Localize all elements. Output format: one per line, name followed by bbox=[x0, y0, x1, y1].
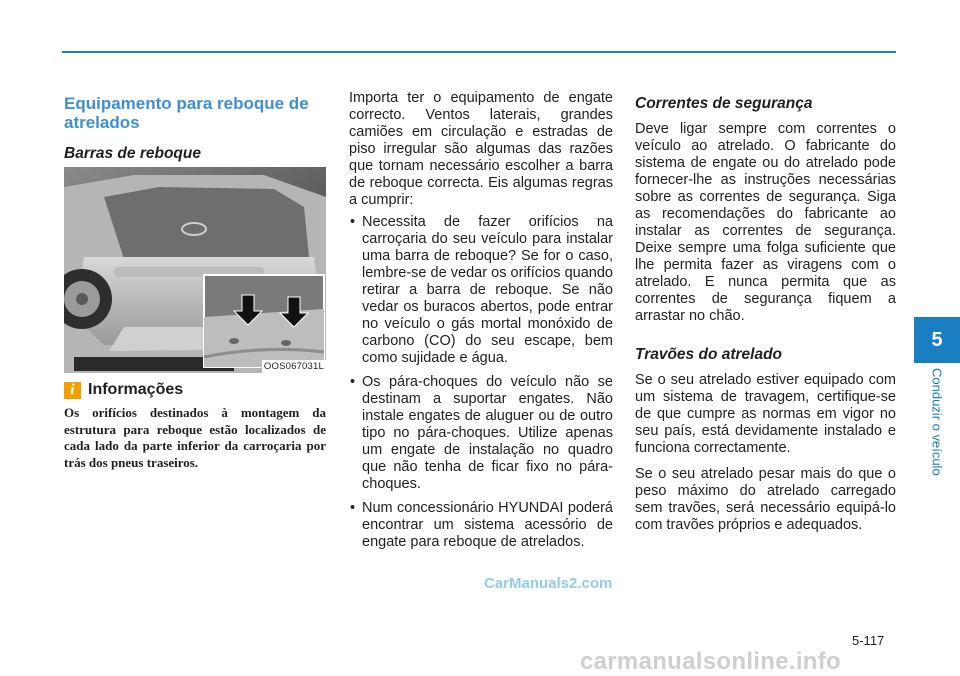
chapter-tab: 5 bbox=[914, 317, 960, 363]
info-text: Os orifícios destinados à montagem da estrutura para reboque estão localizados de cada lado da parte inferior da carroçaria por trás dos pneus traseiros. bbox=[64, 405, 326, 470]
watermark-carmanuals2: CarManuals2.com bbox=[484, 575, 613, 592]
watermark-carmanualsonline: carmanualsonline.info bbox=[580, 648, 842, 675]
towbar-figure bbox=[64, 167, 326, 373]
page-number: 5-117 bbox=[852, 633, 885, 648]
left-column bbox=[64, 90, 326, 471]
section-title: Equipamento para reboque de atrelados bbox=[64, 94, 309, 132]
safety-chains-title: Correntes de segurança bbox=[635, 95, 813, 112]
car-rear-illustration bbox=[64, 167, 326, 373]
chapter-label: Conduzir o veículo bbox=[929, 368, 945, 476]
list-item: • Necessita de fazer orifícios na carroçaria do seu veículo para instalar uma barra de reboque? Se for o caso, lembre-se de vedar os orifícios quando retirar a barra de reboque. Se não vedar os buracos abertos, pode entrar no veículo o gás mortal monóxido de carbono (CO) do seu escape, bem como sujidade e água. bbox=[349, 214, 613, 367]
info-icon: i bbox=[64, 382, 81, 399]
right-column bbox=[635, 90, 896, 539]
figure-code: OOS067031L bbox=[263, 361, 324, 372]
middle-column bbox=[349, 90, 613, 558]
info-header bbox=[64, 381, 326, 399]
towbar-subtitle: Barras de reboque bbox=[64, 145, 201, 162]
trailer-brakes-text-2: Se o seu atrelado pesar mais do que o peso máximo do atrelado carregado sem travões, será necessário equipá-lo com travões próprios e adequados. bbox=[635, 466, 896, 533]
list-item: • Num concessionário HYUNDAI poderá encontrar um sistema acessório de engate para reboque de atrelados. bbox=[349, 500, 613, 551]
info-title: Informações bbox=[88, 381, 184, 398]
header-rule bbox=[62, 51, 896, 53]
safety-chains-text: Deve ligar sempre com correntes o veículo ao atrelado. O fabricante do sistema de engate ou do atrelado pode fornecer-lhe as instruções necessárias sobre as correntes de segurança. Siga as recomendações do fabricante ao instalar as correntes de segurança. Deixe sempre uma folga suficiente que lhe permita fazer as viragens com o atrelado. E nunca permita que as correntes de segurança fiquem a arrastar no chão. bbox=[635, 121, 896, 324]
trailer-brakes-title: Travões do atrelado bbox=[635, 346, 783, 363]
list-item: • Os pára-choques do veículo não se destinam a suportar engates. Não instale engates de aluguer ou de outro tipo no pára-choques. Utilize apenas um engate de instalação no quadro que não tenha de ficar fixo no párachoques. bbox=[349, 374, 613, 493]
towbar-intro-text: Importa ter o equipamento de engate correcto. Ventos laterais, grandes camiões em circulação e estradas de piso irregular são algumas das razões que tornam necessário escolher a barra de reboque correcta. Eis algumas regras a cumprir: bbox=[349, 90, 613, 208]
trailer-brakes-text-1: Se o seu atrelado estiver equipado com um sistema de travagem, certifique-se de que cumpre as normas em vigor no seu país, está devidamente instalado e funciona correctamente. bbox=[635, 372, 896, 456]
towbar-rules-list bbox=[349, 214, 613, 551]
